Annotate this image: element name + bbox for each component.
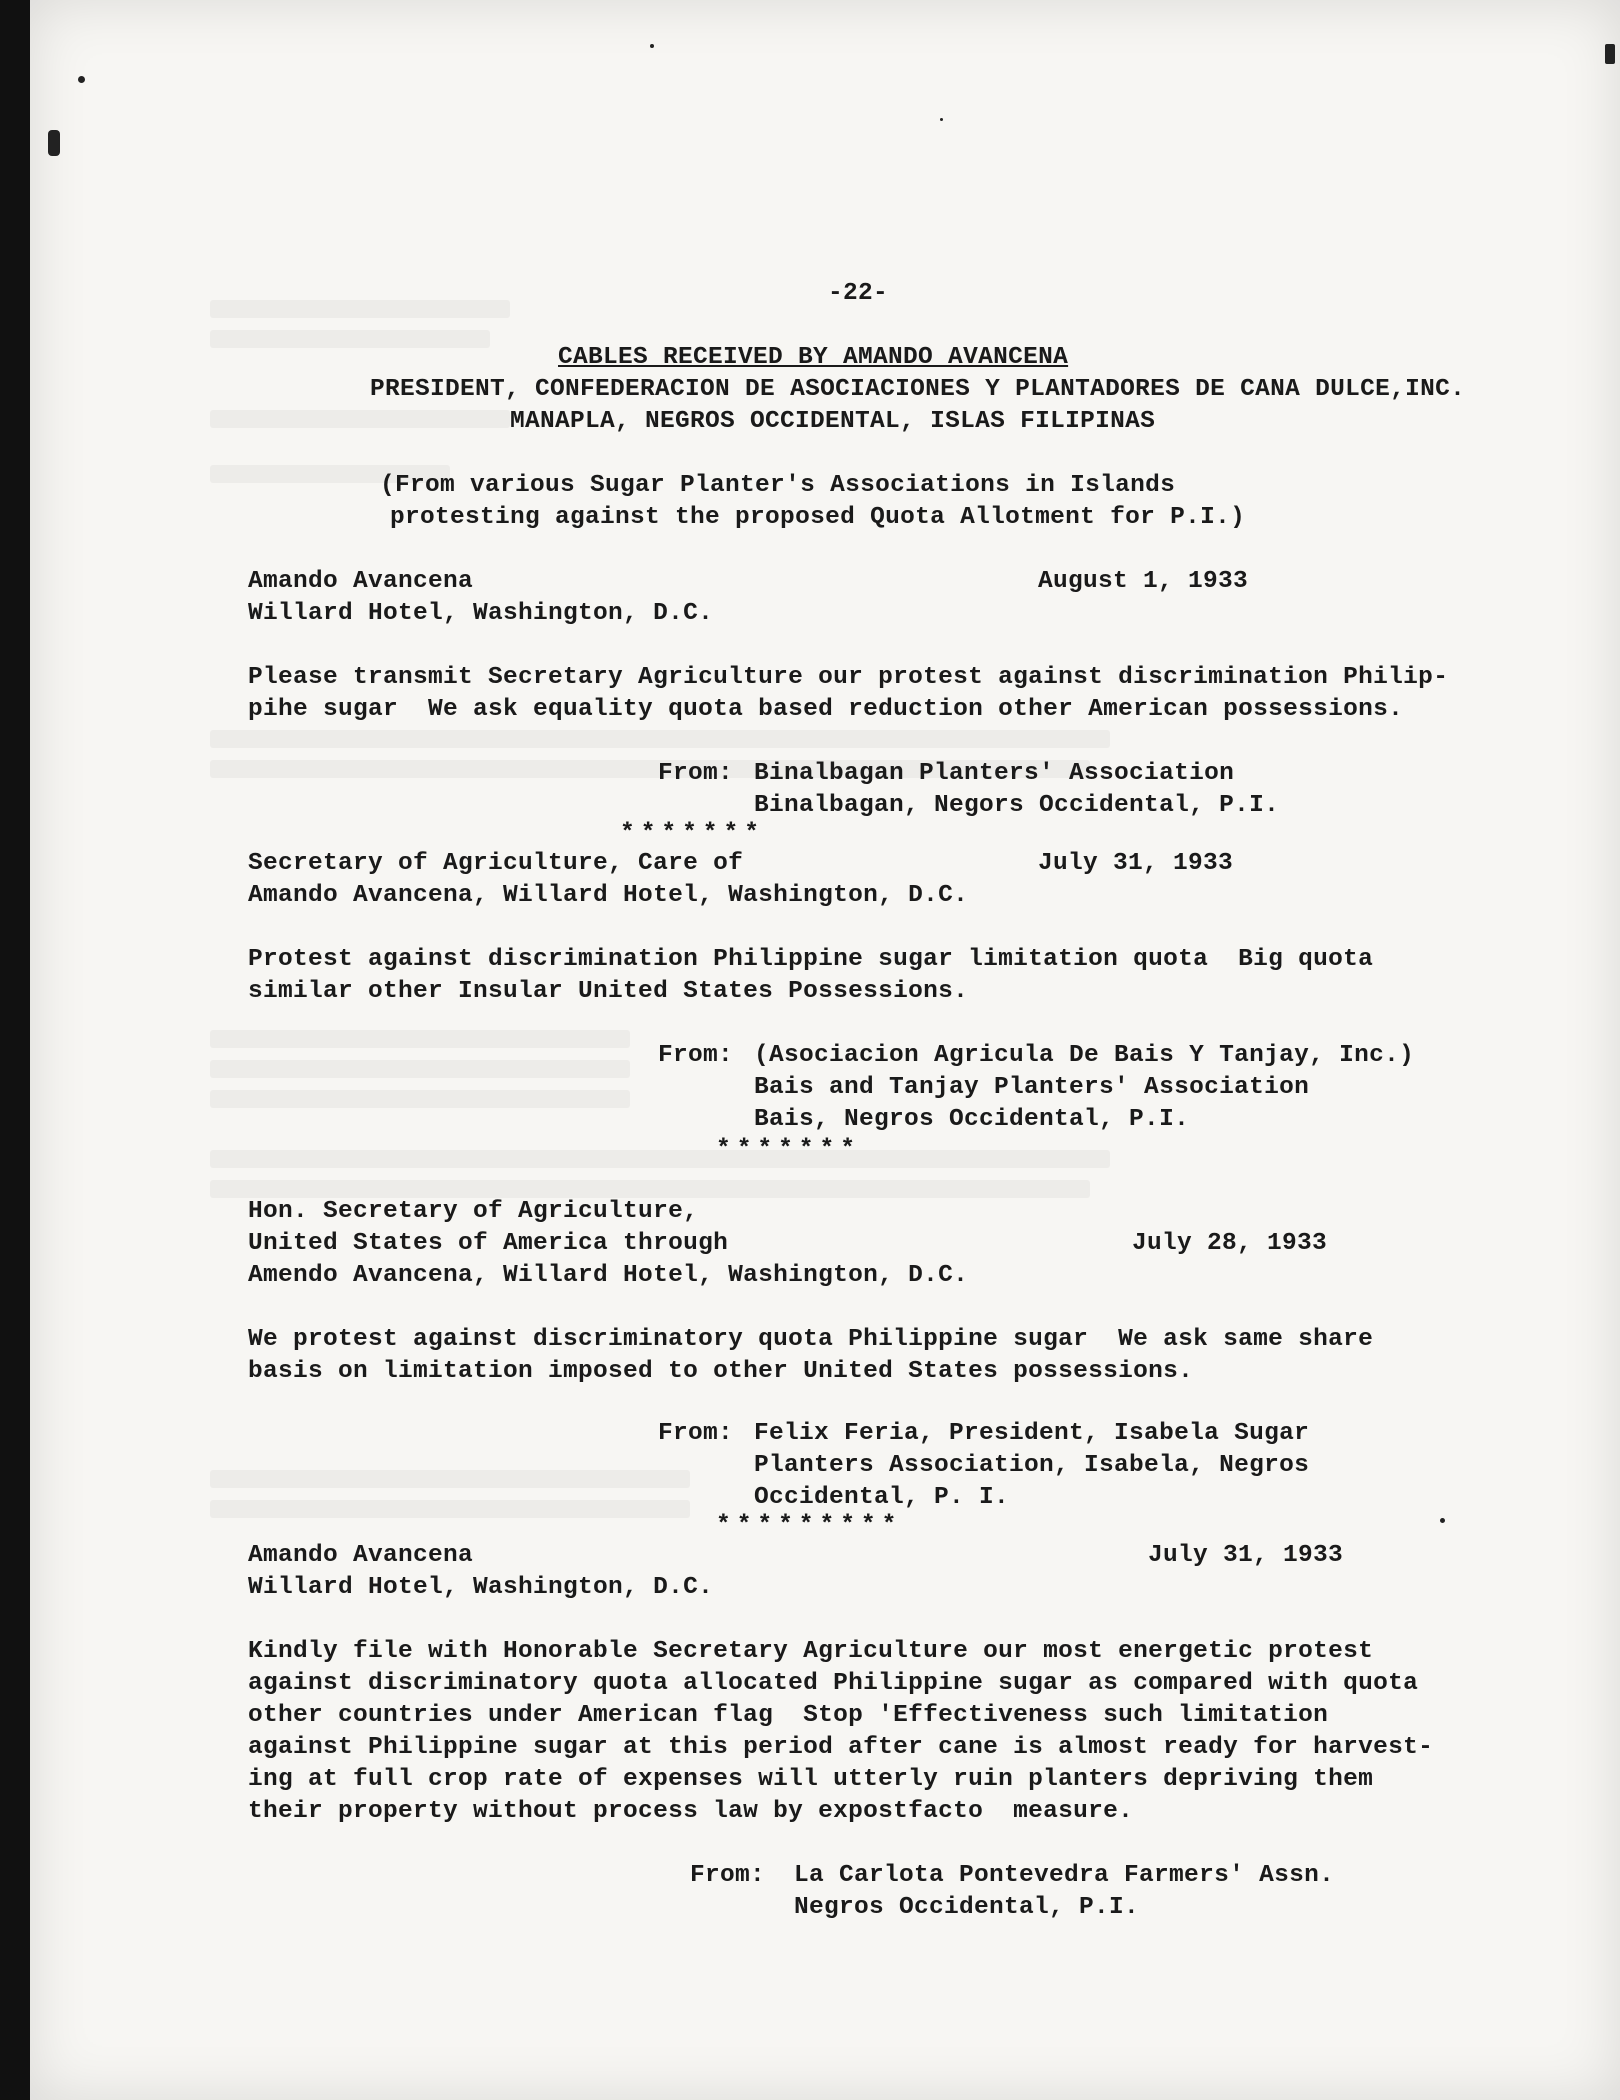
- cable-body: Kindly file with Honorable Secretary Agriculture our most energetic protest: [248, 1638, 1374, 1665]
- bleed-through: [210, 300, 510, 318]
- cable-body: their property without process law by expostfacto measure.: [248, 1798, 1134, 1825]
- separator-stars: *******: [716, 1136, 861, 1163]
- cable-body: against discriminatory quota allocated Philippine sugar as compared with quota: [248, 1670, 1419, 1697]
- ink-speck: [1605, 44, 1615, 64]
- bleed-through: [210, 1090, 630, 1108]
- cable-address: Willard Hotel, Washington, D.C.: [248, 1574, 714, 1601]
- header-line: PRESIDENT, CONFEDERACION DE ASOCIACIONES Y PLANTADORES DE CANA DULCE,INC.: [370, 376, 1466, 403]
- bleed-through: [210, 1060, 630, 1078]
- cable-from: Planters Association, Isabela, Negros: [754, 1452, 1310, 1479]
- separator-stars: *******: [620, 820, 765, 847]
- cable-from: Bais, Negros Occidental, P.I.: [754, 1106, 1190, 1133]
- cable-body: other countries under American flag Stop 'Effectiveness such limitation: [248, 1702, 1329, 1729]
- page-title: CABLES RECEIVED BY AMANDO AVANCENA: [558, 344, 1069, 371]
- cable-address: Amando Avancena, Willard Hotel, Washington, D.C.: [248, 882, 969, 909]
- cable-address: Secretary of Agriculture, Care of: [248, 850, 744, 877]
- cable-from-label: From:: [658, 760, 734, 787]
- cable-date: July 31, 1933: [1038, 850, 1234, 877]
- header-line: MANAPLA, NEGROS OCCIDENTAL, ISLAS FILIPINAS: [510, 408, 1156, 435]
- ink-speck: [48, 130, 60, 156]
- cable-from: Binalbagan Planters' Association: [754, 760, 1235, 787]
- bleed-through: [210, 1500, 690, 1518]
- cable-from: Binalbagan, Negors Occidental, P.I.: [754, 792, 1280, 819]
- cable-address: Hon. Secretary of Agriculture,: [248, 1198, 699, 1225]
- ink-speck: [78, 76, 85, 83]
- header-note: protesting against the proposed Quota Allotment for P.I.): [390, 504, 1246, 531]
- separator-stars: *********: [716, 1512, 903, 1539]
- cable-date: August 1, 1933: [1038, 568, 1249, 595]
- bleed-through: [210, 730, 1110, 748]
- cable-from: Bais and Tanjay Planters' Association: [754, 1074, 1310, 1101]
- bleed-through: [210, 1030, 630, 1048]
- ink-speck: [1440, 1518, 1445, 1523]
- header-note: (From various Sugar Planter's Associations in Islands: [380, 472, 1176, 499]
- document-page: [30, 0, 1620, 2100]
- cable-date: July 31, 1933: [1148, 1542, 1344, 1569]
- cable-from: (Asociacion Agricula De Bais Y Tanjay, Inc.): [754, 1042, 1415, 1069]
- bleed-through: [210, 1470, 690, 1488]
- cable-address: Amando Avancena: [248, 568, 474, 595]
- cable-body: similar other Insular United States Possessions.: [248, 978, 969, 1005]
- page-number: -22-: [828, 280, 889, 307]
- cable-body: Please transmit Secretary Agriculture our protest against discrimination Philip-: [248, 664, 1449, 691]
- bleed-through: [210, 330, 490, 348]
- cable-body: We protest against discriminatory quota Philippine sugar We ask same share: [248, 1326, 1374, 1353]
- cable-body: ing at full crop rate of expenses will utterly ruin planters depriving them: [248, 1766, 1374, 1793]
- cable-address: Amando Avancena: [248, 1542, 474, 1569]
- cable-body: Protest against discrimination Philippine sugar limitation quota Big quota: [248, 946, 1374, 973]
- cable-from: Negros Occidental, P.I.: [794, 1894, 1140, 1921]
- cable-body: against Philippine sugar at this period after cane is almost ready for harvest-: [248, 1734, 1434, 1761]
- cable-from-label: From:: [658, 1042, 734, 1069]
- bleed-through: [210, 410, 510, 428]
- cable-body: basis on limitation imposed to other United States possessions.: [248, 1358, 1194, 1385]
- cable-date: July 28, 1933: [1132, 1230, 1328, 1257]
- cable-address: Amendo Avancena, Willard Hotel, Washington, D.C.: [248, 1262, 969, 1289]
- cable-from-label: From:: [690, 1862, 766, 1889]
- bleed-through: [210, 1150, 1110, 1168]
- ink-speck: [650, 44, 654, 48]
- cable-body: pihe sugar We ask equality quota based reduction other American possessions.: [248, 696, 1404, 723]
- cable-from: Felix Feria, President, Isabela Sugar: [754, 1420, 1310, 1447]
- cable-from-label: From:: [658, 1420, 734, 1447]
- ink-speck: [940, 118, 943, 121]
- cable-address: United States of America through: [248, 1230, 729, 1257]
- cable-address: Willard Hotel, Washington, D.C.: [248, 600, 714, 627]
- cable-from: La Carlota Pontevedra Farmers' Assn.: [794, 1862, 1335, 1889]
- cable-from: Occidental, P. I.: [754, 1484, 1010, 1511]
